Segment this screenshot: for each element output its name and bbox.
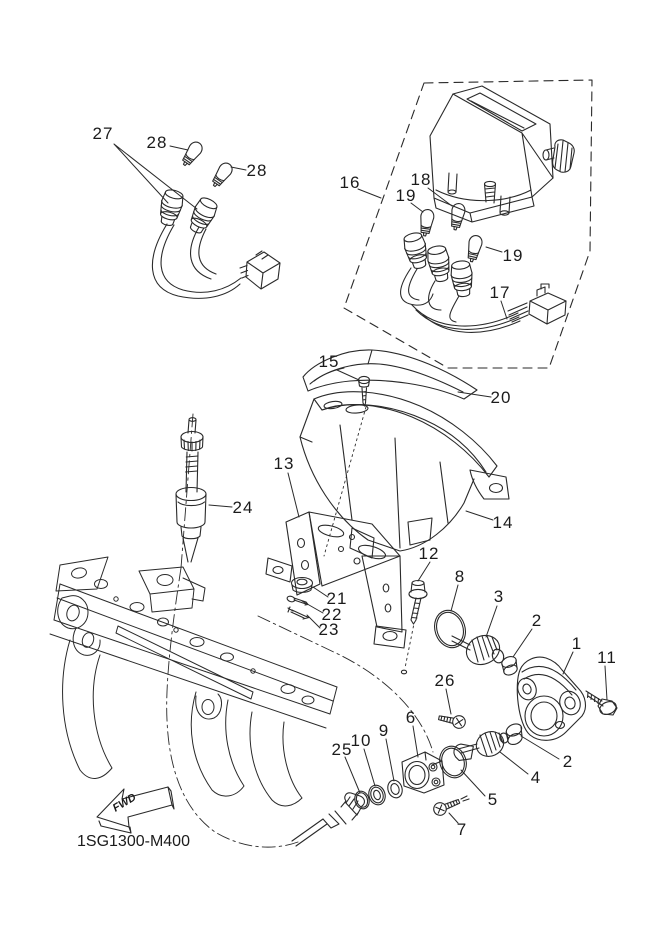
retainer-group — [353, 752, 444, 811]
alignment-axis — [258, 616, 433, 752]
callout-23: 23 — [318, 620, 340, 639]
frame-section — [50, 557, 337, 806]
callout-7: 7 — [456, 820, 468, 839]
callout-6: 6 — [405, 708, 417, 727]
dashed-enclosure — [344, 80, 592, 368]
grommet-parts — [286, 578, 312, 620]
gear-3-group — [430, 606, 519, 677]
callout-22: 22 — [321, 605, 343, 624]
callout-19: 19 — [502, 246, 524, 265]
screw-12 — [401, 581, 427, 674]
callout-5: 5 — [487, 790, 499, 809]
bulbs — [179, 139, 483, 262]
speedometer-cable — [176, 414, 206, 568]
callout-28: 28 — [246, 161, 268, 180]
bolt-11 — [586, 691, 618, 717]
callout-19: 19 — [395, 186, 417, 205]
callout-13: 13 — [273, 454, 295, 473]
drawing-number: 1SG1300-M400 — [77, 833, 190, 850]
callout-17: 17 — [489, 283, 511, 302]
callout-25: 25 — [331, 740, 353, 759]
callout-9: 9 — [378, 721, 390, 740]
callout-27: 27 — [92, 124, 114, 143]
screw-26 — [438, 712, 467, 730]
callout-28: 28 — [146, 133, 168, 152]
callout-26: 26 — [434, 671, 456, 690]
leader-lines — [114, 144, 607, 823]
callout-18: 18 — [410, 170, 432, 189]
callout-21: 21 — [326, 589, 348, 608]
callout-20: 20 — [490, 388, 512, 407]
callout-16: 16 — [339, 173, 361, 192]
callout-15: 15 — [318, 352, 340, 371]
screw-15 — [324, 376, 370, 556]
bulb-socket-harness-17 — [401, 231, 566, 332]
callout-10: 10 — [350, 731, 372, 750]
meter-unit — [430, 86, 574, 222]
fwd-arrow — [97, 787, 174, 833]
callout-12: 12 — [418, 544, 440, 563]
callout-3: 3 — [493, 587, 505, 606]
callout-11: 11 — [597, 648, 617, 667]
callout-14: 14 — [492, 513, 514, 532]
bulb-socket-harness-27 — [152, 188, 280, 298]
gear-unit-housing — [515, 657, 586, 740]
callout-8: 8 — [454, 567, 466, 586]
callout-1: 1 — [571, 634, 583, 653]
gear-4-group — [436, 722, 524, 782]
meter-case — [300, 392, 509, 558]
callout-4: 4 — [530, 768, 542, 787]
callout-2: 2 — [531, 611, 543, 630]
fwd-arrow-label: FWD — [110, 791, 139, 815]
callout-24: 24 — [232, 498, 254, 517]
callout-2: 2 — [562, 752, 574, 771]
